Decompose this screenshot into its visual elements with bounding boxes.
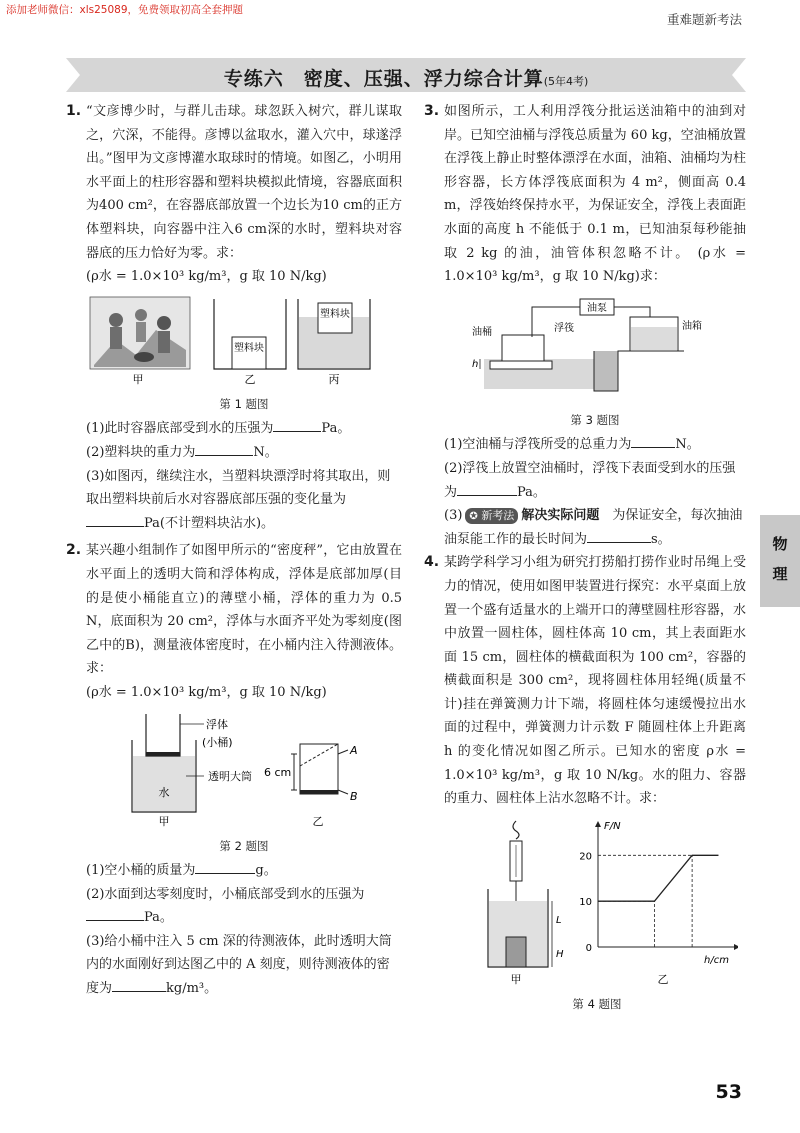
q3-part-3: (3) ✪ 新考法 解决实际问题 为保证安全，每次抽油油泵能工作的最长时间为 s。 (444, 508, 743, 547)
bucket-thick-bottom (146, 752, 180, 756)
left-column (66, 100, 402, 1001)
answer-blank[interactable] (631, 433, 675, 448)
section-header: 重难题新考法 (666, 12, 742, 27)
exam-frequency-note: (5年4考) (543, 75, 589, 88)
q1-part-3: (3)如图丙，继续注水，当塑料块漂浮时将其取出，则取出塑料块前后水对容器底部压强的变化量为Pa(不计塑料块沾水)。 (86, 468, 391, 531)
scale-zero-mark (300, 790, 338, 794)
force-series-line (598, 855, 718, 901)
practical-problem-label: 解决实际问题 (521, 508, 600, 524)
question-text: “文彦博少时，与群儿击球。球忽跃入树穴，群儿谋取之，穴深，不能得。彦博以盆取水，灌入穴中，球遂浮出。”图甲为文彦博灌水取球时的情境。如图乙，小明用水平面上的柱形容器和塑料块模拟此情境，容器底面积为400 cm²，在容器底部放置一个边长为10 cm的正方体塑料块，向容器中注入6 cm深的水时，塑料块对容器底的压力恰好为零。求： (86, 104, 402, 261)
cylinder-water (133, 756, 195, 811)
y-axis-arrow (595, 821, 601, 827)
q3-part-2: (2)浮筏上放置空油桶时，浮筏下表面受到水的压强为 Pa。 (444, 460, 736, 500)
question-number: 3. (424, 103, 440, 119)
fig-label-yi: 乙 (244, 372, 256, 386)
submerged-cylinder (506, 937, 526, 967)
figure-4-caption: 第 4 题图 (572, 997, 622, 1012)
subject-char-2: 理 (772, 565, 788, 583)
question-2 (66, 539, 402, 704)
label-cylinder: 透明大筒 (208, 770, 252, 784)
question-given: (ρ水 = 1.0×10³ kg/m³，g 取 10 N/kg) (86, 269, 327, 285)
answer-blank[interactable] (86, 512, 144, 527)
y-axis-label: F/N (604, 820, 621, 832)
question-3 (424, 100, 746, 289)
answer-blank[interactable] (273, 417, 321, 432)
answer-blank[interactable] (86, 906, 144, 921)
float-bucket (146, 714, 180, 756)
figure-4 (448, 817, 746, 1014)
fig-label-bing: 丙 (328, 372, 340, 386)
figure-2 (86, 710, 402, 855)
force-height-chart (579, 821, 738, 966)
title-bar (66, 58, 746, 92)
label-L: L (556, 914, 562, 926)
figure-2-drawing (86, 710, 386, 828)
label-pump: 油泵 (587, 302, 607, 314)
q2-part-1: (1)空小桶的质量为 g。 (66, 859, 402, 883)
label-A: A (350, 744, 358, 758)
raft (490, 361, 552, 369)
q1-part-2: (2)塑料块的重力为 N。 (66, 441, 402, 465)
subject-tab (760, 515, 800, 607)
question-text: 某跨学科学习小组为研究打捞船打捞作业时吊绳上受力的情况，使用如图甲装置进行探究：水平桌面上放置一个盛有适量水的上端开口的薄壁圆柱形容器，水中放置一圆柱体，圆柱体高 10 cm，其上表面距水面 15 cm，圆柱体的横截面积为 100 cm²，容器的横截面积是 300 cm²，现将圆柱体用轻绳(质量不计)挂在弹簧测力计下端，将圆柱体匀速缓慢拉出水面的过程中，弹簧测力计示数 F 随圆柱体上升距离 h 的变化情况如图乙所示。已知水的密度 ρ水 = 1.0×10³ kg/m³，g 取 10 N/kg。水的阻力、容器的重力、圆柱体上沾水忽略不计。求： (444, 555, 746, 807)
figure-3 (444, 295, 746, 430)
label-barrel: 油桶 (472, 326, 492, 338)
lightbulb-icon: ✪ (469, 511, 478, 523)
label-tank: 油箱 (682, 320, 702, 332)
x-axis-arrow (734, 944, 738, 950)
figure-1-caption: 第 1 题图 (219, 397, 269, 412)
answer-blank[interactable] (587, 528, 651, 543)
q1-part-1: (1)此时容器底部受到水的压强为 Pa。 (66, 417, 402, 441)
fig-label-yi: 乙 (312, 815, 324, 829)
y-tick-label: 0 (585, 942, 592, 954)
plastic-block-label-2: 塑料块 (320, 308, 350, 320)
figure-3-caption: 第 3 题图 (570, 413, 620, 428)
y-tick-label: 20 (579, 851, 592, 863)
q2-part-2: (2)水面到达零刻度时，小桶底部受到水的压强为Pa。 (86, 886, 365, 926)
subject-char-1: 物 (772, 535, 788, 553)
answer-blank[interactable] (457, 481, 517, 496)
question-text: 某兴趣小组制作了如图甲所示的“密度秤”，它由放置在水平面上的透明大筒和浮体构成，浮体是底部加厚(目的是使小桶能直立)的薄壁小桶，浮体的重力为 0.5 N，底面积为 20 cm²，浮体与水面齐平处为零刻度(图乙中的B)，测量液体密度时，在小桶内注入待测液体。求： (86, 543, 402, 677)
figure-2-caption: 第 2 题图 (219, 839, 269, 854)
river-bank (594, 351, 684, 391)
right-column (424, 100, 746, 1017)
label-h: h (472, 358, 479, 370)
question-given: (ρ水 = 1.0×10³ kg/m³，g 取 10 N/kg) (86, 684, 327, 700)
x-axis-label: h/cm (704, 954, 729, 966)
fig-label-jia: 甲 (132, 372, 144, 386)
fig-label-yi: 乙 (657, 972, 669, 986)
label-raft: 浮筏 (554, 322, 574, 334)
question-4 (424, 551, 746, 811)
figure-1-drawing (86, 295, 386, 387)
question-number: 4. (424, 554, 440, 571)
scale-diagram (291, 744, 348, 794)
page-title: 专练六 密度、压强、浮力综合计算(5年4考) (223, 68, 589, 90)
watermark-text: 添加老师微信：xls25089，免费领取初高全套押题 (6, 4, 244, 16)
y-tick-label: 10 (579, 897, 592, 909)
q2-part-3: (3)给小桶中注入 5 cm 深的待测液体，此时透明大筒内的水面刚好到达图乙中的 A 刻度，则待测液体的密度为 kg/m³。 (86, 933, 392, 997)
new-method-badge: ✪ 新考法 (465, 508, 518, 524)
label-bucket: (小桶) (202, 736, 233, 750)
label-water: 水 (158, 786, 170, 800)
answer-blank[interactable] (112, 977, 166, 992)
q3-part-1: (1)空油桶与浮筏所受的总重力为 N。 (424, 433, 746, 457)
figure-4-drawing (448, 817, 738, 987)
fig-label-jia: 甲 (158, 815, 170, 829)
question-given: (ρ水 = 1.0×10³ kg/m³，g 取 10 N/kg)求： (444, 245, 746, 285)
question-text: 如图所示，工人利用浮筏分批运送油箱中的油到对岸。已知空油桶与浮筏总质量为 60 kg，空油桶放置在浮筏上静止时整体漂浮在水面，油箱、油桶均为柱形容器，长方体浮筏底面积为 4 m²，侧面高 0.4 m，浮筏始终保持水平，为保证安全，浮筏上表面距水面的高度 h 不能低于 0.1 m，已知油泵每秒能抽取 2 kg 的油，油管体积忽略不计。 (444, 104, 746, 261)
answer-blank[interactable] (195, 859, 255, 874)
painting-illustration (90, 297, 190, 369)
page-number: 53 (715, 1081, 742, 1103)
question-number: 2. (66, 542, 82, 559)
question-number: 1. (66, 103, 82, 119)
figure-1 (86, 295, 402, 414)
label-float: 浮体 (206, 718, 228, 732)
plastic-block-label-1: 塑料块 (234, 342, 264, 354)
answer-blank[interactable] (195, 441, 253, 456)
question-1 (66, 100, 402, 289)
label-H: H (556, 948, 564, 960)
figure-3-drawing (444, 295, 744, 403)
oil-barrel (502, 335, 544, 363)
label-B: B (350, 790, 358, 804)
label-6cm: 6 cm (264, 766, 292, 780)
fig-label-jia: 甲 (510, 972, 522, 986)
